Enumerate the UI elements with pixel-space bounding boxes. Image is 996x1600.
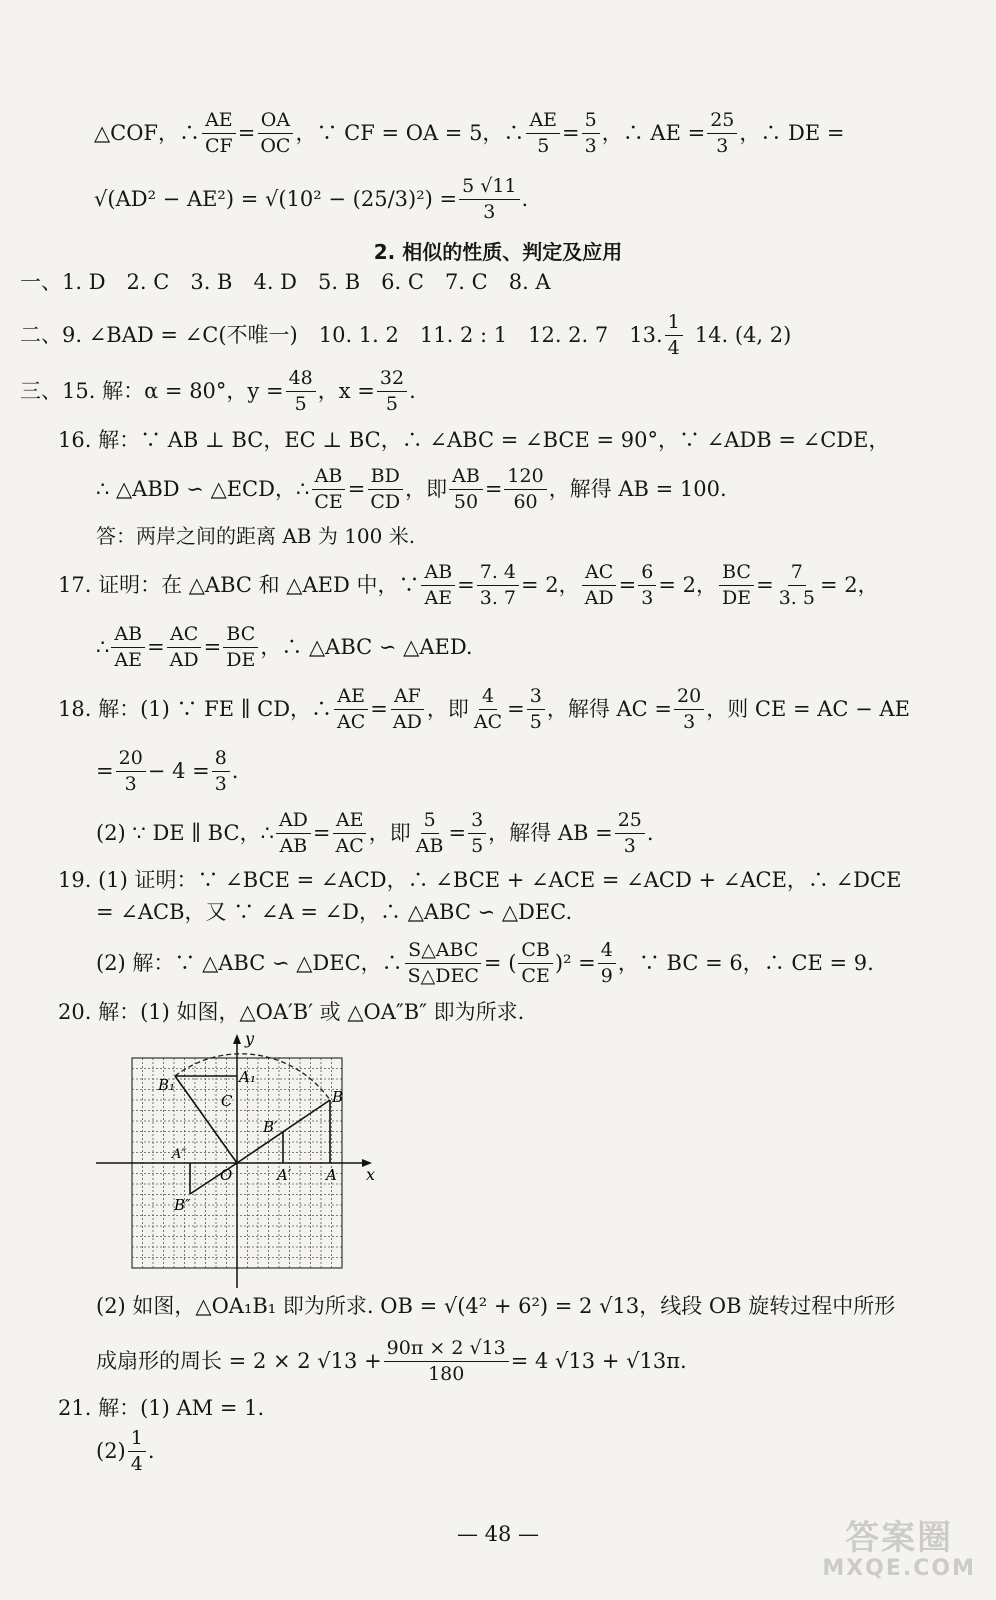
page-number: — 48 — — [456, 1522, 540, 1546]
q19-line-1: 19. (1) 证明：∵ ∠BCE = ∠ACD，∴ ∠BCE + ∠ACE = ∠ACD + ∠ACE，∴ ∠DCE — [58, 868, 902, 892]
q19-line-3: (2) 解：∵ △ABC ∽ △DEC，∴ $\frac{\text{S△ABC}}{\text{S△DEC}}$ = ( $\frac{CB}{CE}$ )² = $\frac{4}{9}$ ，∵ BC = 6，∴ CE = 9. — [96, 939, 874, 988]
label-c: C — [221, 1092, 233, 1110]
label-b-prime: B′ — [263, 1118, 278, 1136]
label-b-double-prime: B″ — [174, 1196, 191, 1214]
label-x-axis: x — [366, 1165, 376, 1184]
q20-line-1: 20. 解：(1) 如图，△OA′B′ 或 △OA″B″ 即为所求. — [58, 1000, 525, 1024]
top-line-1: △COF，∴ $\frac{AE}{CF}$ = $\frac{OA}{OC}$ ，∵ CF = OA = 5，∴ $\frac{AE}{5}$ = $\frac{5}{3}$ ，∴ AE = $\frac{25}{3}$ ，∴ DE = — [94, 109, 845, 158]
q18-line-2: = $\frac{20}{3}$ − 4 = $\frac{8}{3}$ . — [96, 747, 239, 796]
q16-line-2: ∴ △ABD ∽ △ECD，∴ $\frac{AB}{CE}$ = $\frac{BD}{CD}$ ，即 $\frac{AB}{50}$ = $\frac{120}{60}$ ，解得 AB = 100. — [96, 465, 727, 514]
q20-line-2: (2) 如图，△OA₁B₁ 即为所求. OB = √(4² + 6²) = 2 √13，线段 OB 旋转过程中所形 — [96, 1294, 896, 1318]
choice-answers: 一、1. D 2. C 3. B 4. D 5. B 6. C 7. C 8. A — [20, 270, 551, 294]
label-a1: A₁ — [239, 1068, 256, 1086]
watermark-logo: 答案圈 MXQE.COM — [822, 1518, 976, 1581]
section-heading: 2. 相似的性质、判定及应用 — [373, 240, 623, 264]
q18-line-3: (2) ∵ DE ∥ BC，∴ $\frac{AD}{AB}$ = $\frac{AE}{AC}$ ，即 $\frac{5}{AB}$ = $\frac{3}{5}$ ，解得 AB = $\frac{25}{3}$ . — [96, 809, 654, 858]
label-a: A — [326, 1166, 337, 1184]
q20-line-3: 成扇形的周长 = 2 × 2 √13 + $\frac{90\pi \times 2 √13}{180}$ = 4 √13 + √13π. — [96, 1337, 687, 1386]
q16-line-1: 16. 解：∵ AB ⊥ BC，EC ⊥ BC，∴ ∠ABC = ∠BCE = 90°，∵ ∠ADB = ∠CDE， — [58, 428, 890, 452]
coordinate-grid-figure — [96, 1030, 386, 1292]
label-y-axis: y — [245, 1030, 255, 1048]
label-b: B — [332, 1088, 344, 1106]
q18-line-1: 18. 解：(1) ∵ FE ∥ CD，∴ $\frac{AE}{AC}$ = $\frac{AF}{AD}$ ，即 $\frac{4}{AC}$ = $\frac{3}{5}$ ，解得 AC = $\frac{20}{3}$ ，则 CE = AC − AE — [58, 685, 910, 734]
label-o: O — [220, 1166, 233, 1184]
q21-line-1: 21. 解：(1) AM = 1. — [58, 1396, 265, 1420]
top-line-2: √(AD² − AE²) = √(10² − (25/3)²) = $\frac{5 √11}{3}$ . — [94, 175, 529, 224]
q19-line-2: = ∠ACB，又 ∵ ∠A = ∠D，∴ △ABC ∽ △DEC. — [96, 900, 573, 924]
q17-line-1: 17. 证明：在 △ABC 和 △AED 中，∵ $\frac{AB}{AE}$ = $\frac{7. 4}{3. 7}$ = 2， $\frac{AC}{AD}$ = $\frac{6}{3}$ = 2， $\frac{BC}{DE}$ = $\frac{7}{3. 5}$ = 2， — [58, 561, 879, 610]
q15: 三、15. 解：α = 80°，y = $\frac{48}{5}$ ，x = $\frac{32}{5}$ . — [20, 367, 416, 416]
q17-line-2: ∴ $\frac{AB}{AE}$ = $\frac{AC}{AD}$ = $\frac{BC}{DE}$ ，∴ △ABC ∽ △AED. — [96, 623, 473, 672]
label-a-double-prime: A″ — [172, 1147, 187, 1162]
fill-answers: 二、9. ∠BAD = ∠C(不唯一) 10. 1. 2 11. 2 : 1 12. 2. 7 13. $\frac{1}{4}$ 14. (4, 2) — [20, 311, 792, 360]
label-a-prime: A′ — [277, 1166, 292, 1184]
label-b1: B₁ — [158, 1076, 176, 1094]
q16-answer: 答：两岸之间的距离 AB 为 100 米. — [96, 524, 416, 548]
q21-line-2: (2) $\frac{1}{4}$ . — [96, 1427, 155, 1476]
